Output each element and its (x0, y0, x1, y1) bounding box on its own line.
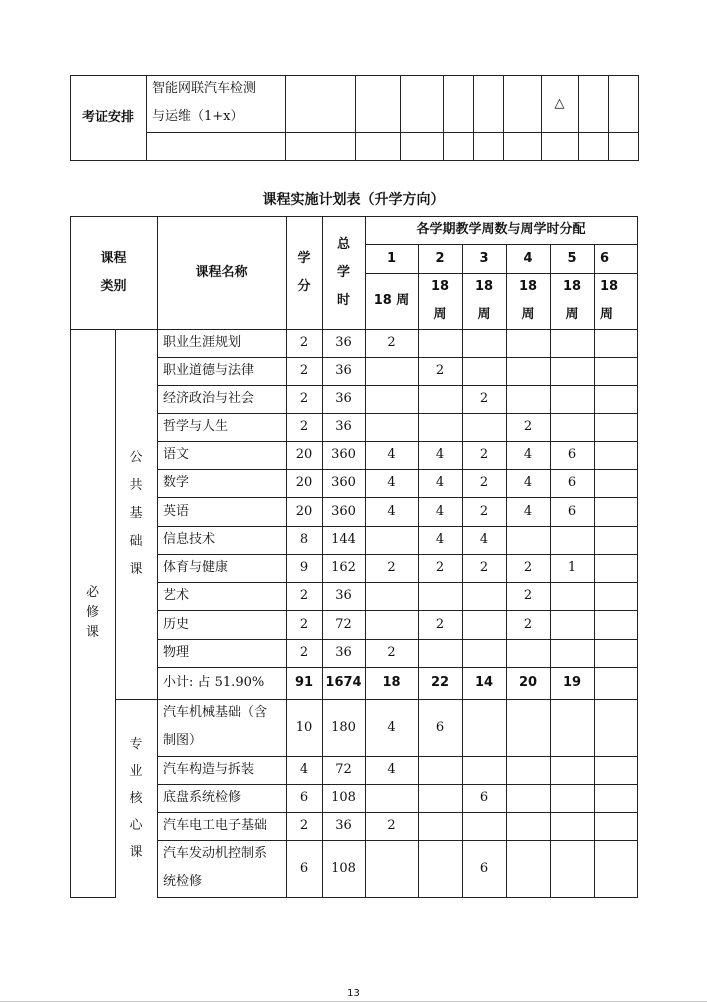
table-border (157, 329, 158, 897)
header-weeks-5 (550, 273, 594, 329)
table-row-sem-2: 4 (435, 447, 445, 462)
table-row-sem-3 (462, 413, 506, 441)
header-category-line1: 课程 (100, 250, 127, 266)
table-row-credits: 2 (299, 588, 309, 603)
weeks-number: 18 (518, 279, 538, 294)
table-row-sem-2 (418, 639, 462, 667)
header-credits-line1: 学 (297, 250, 311, 266)
header-weeks-6 (594, 273, 643, 329)
subtotal-row-sem-6 (594, 667, 637, 699)
table-border (157, 840, 637, 841)
table-row-sem-5 (550, 526, 594, 554)
group-public-basic-courses-char: 公 (129, 450, 143, 465)
table-row-hours: 360 (331, 503, 356, 519)
table-row-sem-6 (594, 610, 637, 639)
header-weeks-3 (462, 273, 506, 329)
subtotal-row-hours: 1674 (325, 675, 362, 690)
table-border (157, 357, 637, 358)
group-public-basic-courses-char: 课 (129, 562, 143, 577)
table-row-hours: 36 (335, 419, 352, 434)
table-border (115, 699, 637, 700)
table-row-sem-2 (418, 329, 462, 357)
table-row-credits: 8 (299, 532, 309, 547)
group-public-basic-courses-char: 础 (129, 534, 143, 549)
table-row-name: 职业道德与法律 (163, 363, 255, 378)
table-row-sem-5 (550, 385, 594, 413)
table-border (157, 413, 637, 414)
table-border (157, 897, 638, 898)
table-row-name: 信息技术 (163, 532, 216, 547)
table-row-name: 艺术 (163, 588, 190, 603)
table-row-credits: 20 (295, 503, 313, 519)
group-public-basic-courses-char: 基 (129, 506, 143, 521)
table-row-name: 历史 (163, 616, 190, 632)
table-row-sem-6 (594, 526, 637, 554)
table-row-credits: 2 (299, 363, 309, 378)
group-professional-core-courses-char: 业 (129, 763, 143, 779)
table-row-hours: 72 (335, 616, 352, 632)
table-row-sem-3 (462, 610, 506, 639)
header-credits-line2: 分 (297, 278, 311, 294)
table-border (146, 132, 638, 133)
table-row-sem-2: 4 (435, 532, 445, 547)
table-row-sem-4: 2 (523, 419, 533, 434)
table-row-sem-4 (506, 526, 550, 554)
table-row-sem-1: 4 (387, 475, 396, 490)
table-row-sem-4 (506, 385, 550, 413)
table-row-hours: 360 (331, 447, 356, 462)
table-row-hours: 108 (331, 790, 356, 805)
table-row-sem-2 (418, 840, 462, 897)
weeks-unit: 周 (521, 307, 535, 322)
table-row-sem-2: 6 (435, 719, 445, 735)
table-row-sem-4: 2 (523, 588, 533, 603)
table-row-sem-4: 4 (523, 503, 533, 519)
table-row-sem-4: 2 (523, 616, 533, 632)
table-row-sem-6 (594, 699, 637, 756)
table-row-sem-4 (506, 840, 550, 897)
table-row-hours: 72 (335, 762, 352, 777)
table-row-sem-6 (594, 497, 637, 526)
cert-course-line2: 与运维（1+x） (152, 109, 244, 124)
table-row-sem-6 (594, 840, 637, 897)
page-number: 13 (347, 988, 360, 999)
table-row-sem-4 (506, 329, 550, 357)
table-row-sem-5 (550, 812, 594, 840)
group-required-courses (70, 329, 115, 897)
table-border (462, 329, 463, 897)
header-course-name: 课程名称 (195, 264, 248, 280)
table-border (322, 329, 323, 897)
table-border (157, 469, 637, 470)
table-border (473, 75, 474, 160)
table-row-sem-5 (550, 357, 594, 385)
table-row-sem-1 (365, 582, 418, 610)
table-row-sem-5: 6 (567, 503, 577, 519)
group-professional-core-courses-char: 心 (129, 817, 143, 833)
table-row-credits: 2 (299, 391, 309, 406)
table-row-sem-3: 6 (479, 790, 489, 805)
weeks-unit: 周 (600, 307, 614, 322)
group-required-courses-char: 修 (85, 605, 99, 620)
table-row-sem-5 (550, 784, 594, 812)
table-row-sem-4 (506, 784, 550, 812)
table-row-sem-3: 2 (479, 475, 489, 490)
table-row-name: 汽车电工电子基础 (163, 818, 268, 833)
header-semester-group: 各学期教学周数与周学时分配 (416, 222, 586, 237)
table-row-credits: 9 (299, 560, 309, 575)
table-row-sem-4 (506, 812, 550, 840)
table-border (550, 329, 551, 897)
header-hours-line1: 总 (336, 236, 350, 252)
table-row-sem-1: 4 (387, 503, 396, 519)
group-professional-core-courses-char: 核 (129, 790, 143, 806)
weeks-number: 18 (562, 279, 582, 294)
table-row-name: 物理 (163, 645, 190, 660)
table-row-sem-3: 2 (479, 503, 489, 519)
plan-title: 课程实施计划表（升学方向） (262, 192, 445, 208)
subtotal-row-sem-4: 20 (518, 675, 538, 690)
group-professional-core-courses-char: 专 (129, 736, 143, 752)
weeks-number: 18 (430, 279, 450, 294)
subtotal-row-sem-5: 19 (562, 675, 582, 690)
table-row-credits: 2 (299, 818, 309, 833)
table-row-hours: 360 (331, 475, 356, 490)
table-row-name: 职业生涯规划 (163, 335, 242, 350)
subtotal-row-credits: 91 (294, 675, 314, 690)
table-row-sem-3 (462, 357, 506, 385)
table-row-sem-2 (418, 413, 462, 441)
header-semester-1: 1 (386, 250, 397, 266)
table-border (608, 75, 609, 160)
table-row-sem-1: 2 (387, 645, 396, 660)
table-row-sem-6 (594, 385, 637, 413)
header-semester-2: 2 (435, 250, 445, 266)
header-hours-line3: 时 (336, 292, 350, 308)
header-semester-3: 3 (479, 250, 489, 266)
table-border (355, 75, 356, 160)
table-row-sem-1 (365, 784, 418, 812)
table-row-sem-2 (418, 812, 462, 840)
table-row-sem-3: 6 (479, 860, 489, 876)
header-credits (286, 216, 322, 329)
table-row-sem-4 (506, 756, 550, 784)
table-border (70, 160, 639, 161)
table-row-sem-4 (506, 639, 550, 667)
table-row-credits: 2 (299, 645, 309, 660)
table-row-hours: 36 (335, 818, 352, 833)
table-row-sem-1 (365, 413, 418, 441)
table-row-sem-5 (550, 699, 594, 756)
table-row-sem-6 (594, 554, 637, 582)
table-row-sem-1: 4 (387, 762, 396, 777)
table-row-sem-4: 4 (523, 447, 533, 462)
header-semester-4: 4 (523, 250, 533, 266)
table-border (503, 75, 504, 160)
table-row-name: 哲学与人生 (163, 419, 229, 434)
table-row-name: 语文 (163, 447, 190, 462)
table-row-name (157, 699, 292, 756)
table-border (638, 75, 639, 160)
table-border (157, 812, 637, 813)
header-semester-5: 5 (567, 250, 577, 266)
table-row-credits: 20 (295, 475, 313, 490)
header-total-hours (322, 216, 365, 329)
table-row-name-line1: 汽车发动机控制系 (163, 846, 268, 861)
table-row-sem-1 (365, 526, 418, 554)
table-row-sem-2: 2 (435, 560, 445, 575)
table-row-sem-5: 6 (567, 447, 577, 462)
group-required-courses-char: 必 (85, 585, 99, 600)
table-row-sem-5 (550, 840, 594, 897)
group-professional-core-courses (115, 699, 157, 897)
table-border (157, 554, 637, 555)
table-border (443, 75, 444, 160)
table-border (157, 756, 637, 757)
table-row-sem-2 (418, 756, 462, 784)
table-row-name (157, 840, 292, 897)
table-row-sem-5 (550, 610, 594, 639)
table-border (594, 329, 595, 897)
table-row-sem-1: 4 (387, 447, 396, 462)
table-row-sem-2: 2 (435, 363, 445, 378)
header-weeks-4 (506, 273, 550, 329)
weeks-unit: 周 (565, 307, 579, 322)
table-border (506, 329, 507, 897)
table-border (578, 75, 579, 160)
group-public-basic-courses-char: 共 (129, 478, 143, 493)
table-border (157, 582, 637, 583)
table-row-sem-2: 4 (435, 475, 445, 490)
cert-mark: △ (554, 95, 565, 111)
table-row-sem-1 (365, 840, 418, 897)
table-row-credits: 2 (299, 419, 309, 434)
table-row-sem-5 (550, 329, 594, 357)
table-row-sem-1 (365, 357, 418, 385)
table-row-sem-6 (594, 756, 637, 784)
table-row-sem-3: 2 (479, 391, 489, 406)
table-row-hours: 36 (335, 645, 352, 660)
table-row-sem-5: 6 (567, 475, 577, 490)
table-row-sem-3 (462, 756, 506, 784)
table-row-credits: 4 (299, 762, 309, 777)
table-row-sem-4: 4 (523, 475, 533, 490)
weeks-unit: 周 (433, 307, 447, 322)
table-row-sem-6 (594, 639, 637, 667)
header-weeks-2 (418, 273, 462, 329)
header-semester-6: 6 (600, 250, 610, 266)
table-border (157, 639, 637, 640)
table-row-sem-1 (365, 385, 418, 413)
table-border (286, 329, 287, 897)
table-row-sem-1: 2 (387, 335, 396, 350)
table-row-sem-1: 2 (387, 818, 396, 833)
cert-label: 考证安排 (81, 109, 134, 125)
cert-course-line1: 智能网联汽车检测 (152, 81, 257, 96)
subtotal-row-sem-3: 14 (474, 675, 494, 690)
table-row-sem-6 (594, 784, 637, 812)
table-border (157, 526, 637, 527)
table-border (157, 497, 637, 498)
group-required-courses-char: 课 (85, 625, 99, 640)
table-border (157, 441, 637, 442)
table-row-sem-4 (506, 699, 550, 756)
table-row-sem-6 (594, 812, 637, 840)
table-row-sem-6 (594, 469, 637, 497)
table-row-hours: 162 (331, 560, 356, 575)
subtotal-row-sem-2: 22 (430, 675, 450, 690)
table-row-sem-4: 2 (523, 560, 533, 575)
table-row-sem-6 (594, 329, 637, 357)
table-row-sem-3 (462, 812, 506, 840)
table-row-name-line2: 制图） (163, 733, 203, 748)
header-category-line2: 类别 (100, 278, 127, 294)
table-row-sem-2: 4 (435, 503, 445, 519)
table-row-name: 体育与健康 (163, 560, 229, 575)
table-row-sem-5 (550, 756, 594, 784)
cert-course-name (146, 75, 291, 132)
table-row-sem-3 (462, 639, 506, 667)
header-hours-line2: 学 (336, 264, 350, 280)
table-row-sem-1 (365, 610, 418, 639)
table-row-sem-5 (550, 413, 594, 441)
table-border (637, 329, 638, 897)
table-row-name-line1: 汽车机械基础（含 (163, 705, 268, 720)
table-row-credits: 6 (299, 860, 309, 876)
table-row-sem-1: 2 (387, 560, 396, 575)
weeks-number: 18 (600, 279, 619, 294)
table-row-name: 英语 (163, 503, 190, 519)
table-row-sem-5 (550, 639, 594, 667)
table-row-sem-6 (594, 357, 637, 385)
table-row-sem-4 (506, 357, 550, 385)
subtotal-row-name: 小计: 占 51.90% (163, 675, 265, 690)
header-category (70, 216, 157, 329)
table-row-credits: 6 (299, 790, 309, 805)
table-row-hours: 180 (331, 719, 356, 735)
table-row-hours: 36 (335, 588, 352, 603)
table-row-sem-2 (418, 385, 462, 413)
table-border (157, 784, 637, 785)
header-weeks-1: 18 周 (373, 293, 410, 308)
table-row-sem-6 (594, 441, 637, 469)
group-professional-core-courses-char: 课 (129, 844, 143, 860)
table-border (418, 329, 419, 897)
table-row-hours: 36 (335, 363, 352, 378)
table-row-credits: 20 (295, 447, 313, 462)
table-row-sem-1: 4 (387, 719, 396, 735)
table-row-name-line2: 统检修 (163, 874, 203, 889)
weeks-number: 18 (474, 279, 494, 294)
weeks-unit: 周 (477, 307, 491, 322)
table-border (157, 667, 637, 668)
table-row-name: 汽车构造与拆装 (163, 762, 255, 777)
table-row-sem-3: 2 (479, 560, 489, 575)
table-row-sem-3 (462, 582, 506, 610)
table-border (400, 75, 401, 160)
footer-divider (0, 1001, 707, 1002)
table-row-sem-3 (462, 699, 506, 756)
table-row-sem-3 (462, 329, 506, 357)
table-row-hours: 36 (335, 335, 352, 350)
table-row-hours: 144 (331, 532, 356, 547)
table-row-name: 底盘系统检修 (163, 790, 242, 805)
group-public-basic-courses (115, 329, 157, 699)
table-row-sem-5 (550, 582, 594, 610)
table-row-sem-3: 4 (479, 532, 489, 547)
table-border (365, 329, 366, 897)
table-row-hours: 36 (335, 391, 352, 406)
table-row-sem-6 (594, 582, 637, 610)
table-row-sem-5: 1 (567, 560, 577, 575)
table-border (157, 385, 637, 386)
table-row-sem-6 (594, 413, 637, 441)
table-border (70, 897, 116, 898)
table-row-credits: 10 (295, 719, 313, 735)
table-row-name: 经济政治与社会 (163, 391, 255, 406)
table-row-hours: 108 (331, 860, 356, 876)
table-row-name: 数学 (163, 475, 190, 490)
table-row-sem-2 (418, 582, 462, 610)
table-row-sem-3: 2 (479, 447, 489, 462)
table-row-sem-2 (418, 784, 462, 812)
table-row-credits: 2 (299, 616, 309, 632)
subtotal-row-sem-1: 18 (382, 675, 401, 690)
table-border (157, 610, 637, 611)
table-row-credits: 2 (299, 335, 309, 350)
table-row-sem-2: 2 (435, 616, 445, 632)
